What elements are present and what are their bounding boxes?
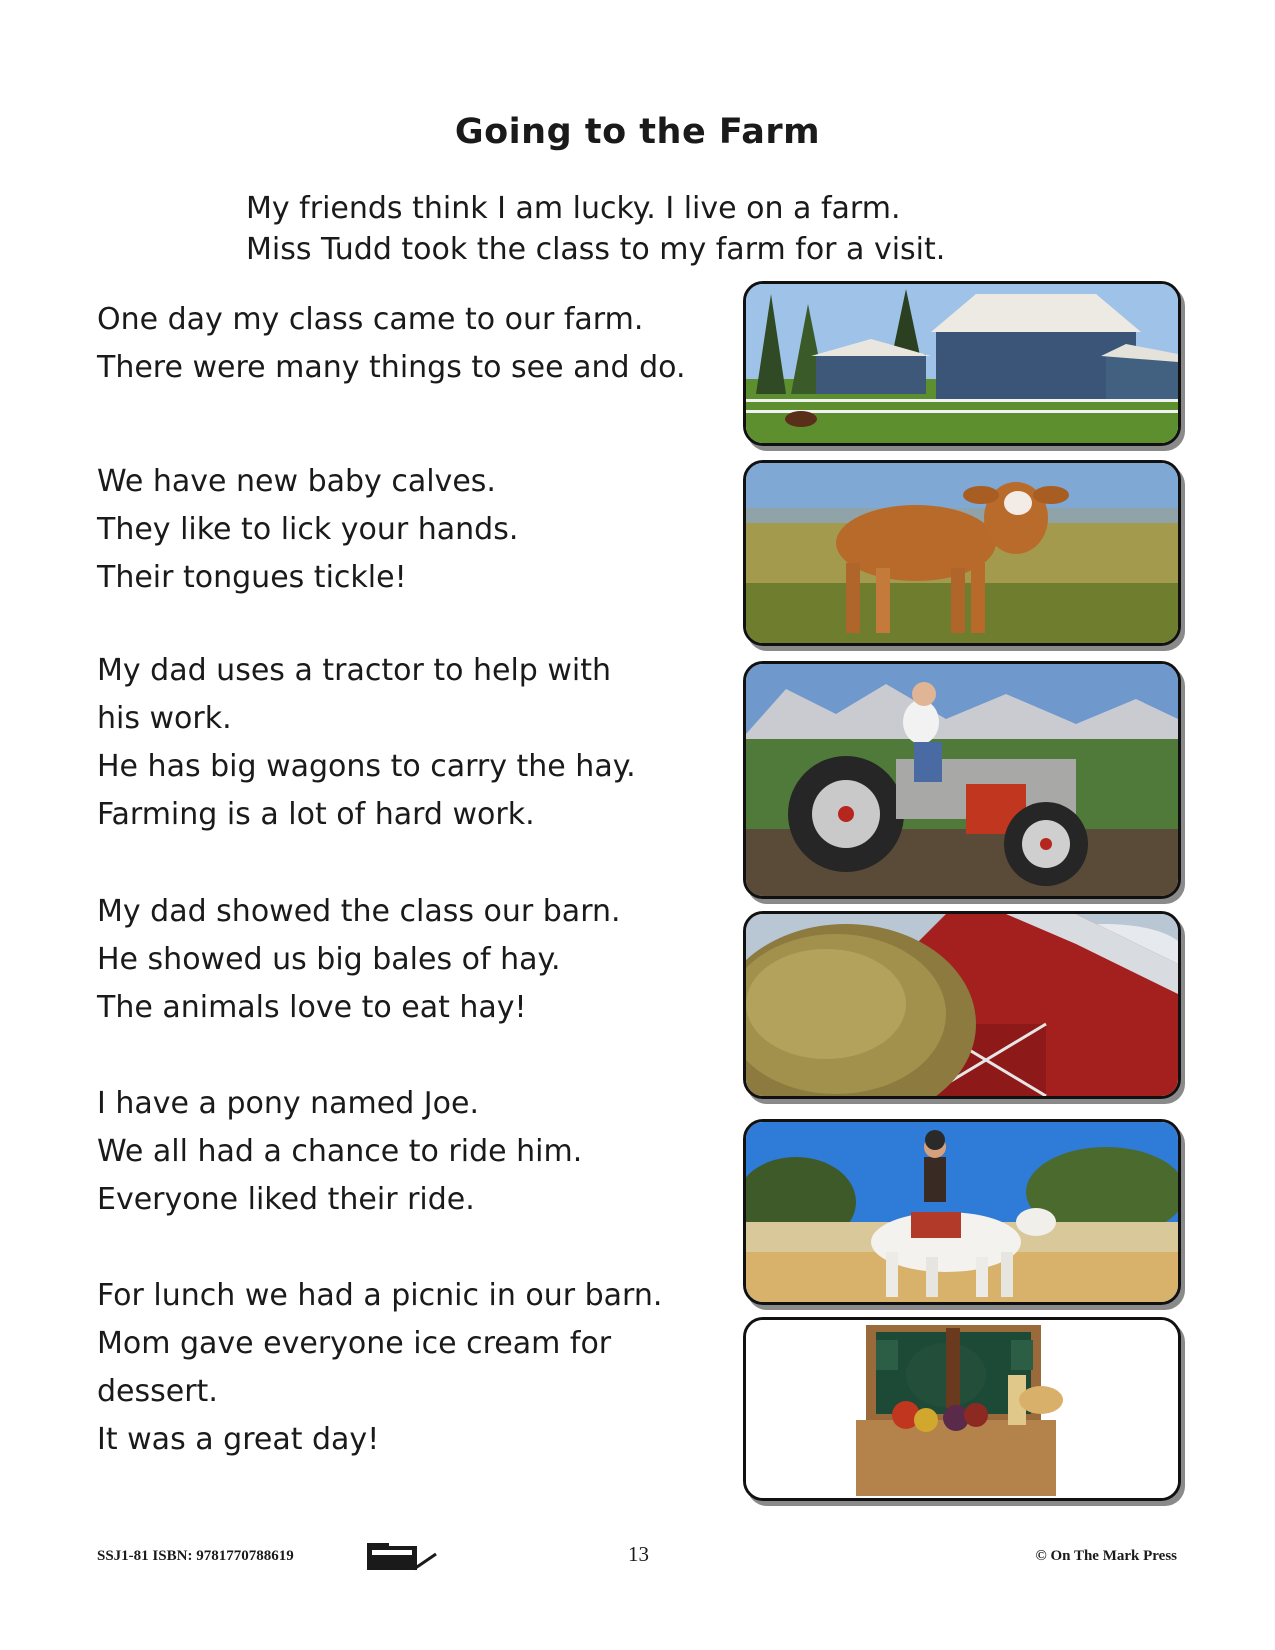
paragraph-line: He showed us big bales of hay.: [97, 942, 561, 977]
tractor-photo: [743, 661, 1181, 899]
paragraph-line: Everyone liked their ride.: [97, 1182, 475, 1217]
footer-copyright: © On The Mark Press: [1035, 1548, 1177, 1564]
picnic-basket-photo: [743, 1317, 1181, 1501]
paragraph-calves: [97, 458, 518, 602]
intro-text: [246, 188, 945, 270]
paragraph-line: We all had a chance to ride him.: [97, 1134, 583, 1169]
intro-line: My friends think I am lucky. I live on a farm.: [246, 191, 901, 226]
calf-photo: [743, 460, 1181, 646]
publisher-logo-icon: [366, 1542, 438, 1572]
paragraph-barn: [97, 888, 621, 1032]
paragraph-line: I have a pony named Joe.: [97, 1086, 480, 1121]
paragraph-tractor: [97, 647, 636, 839]
paragraph-line: dessert.: [97, 1374, 218, 1409]
paragraph-line: My dad showed the class our barn.: [97, 894, 621, 929]
paragraph-picnic: [97, 1272, 662, 1464]
hay-barn-photo: [743, 911, 1181, 1099]
footer-isbn: SSJ1-81 ISBN: 9781770788619: [97, 1548, 294, 1564]
paragraph-line: They like to lick your hands.: [97, 512, 519, 547]
paragraph-line: My dad uses a tractor to help with: [97, 653, 612, 688]
paragraph-pony: [97, 1080, 582, 1224]
paragraph-line: For lunch we had a picnic in our barn.: [97, 1278, 663, 1313]
paragraph-line: He has big wagons to carry the hay.: [97, 749, 636, 784]
farm-barn-photo: [743, 281, 1181, 446]
paragraph-line: It was a great day!: [97, 1422, 380, 1457]
paragraph-line: Their tongues tickle!: [97, 560, 407, 595]
page-number: 13: [628, 1542, 649, 1566]
paragraph-line: The animals love to eat hay!: [97, 990, 527, 1025]
paragraph-farm-visit: [97, 296, 686, 392]
paragraph-line: There were many things to see and do.: [97, 350, 686, 385]
intro-line: Miss Tudd took the class to my farm for a visit.: [246, 232, 946, 267]
paragraph-line: Mom gave everyone ice cream for: [97, 1326, 612, 1361]
paragraph-line: One day my class came to our farm.: [97, 302, 644, 337]
paragraph-line: his work.: [97, 701, 232, 736]
paragraph-line: We have new baby calves.: [97, 464, 496, 499]
paragraph-line: Farming is a lot of hard work.: [97, 797, 535, 832]
page-title: Going to the Farm: [454, 112, 821, 152]
pony-rider-photo: [743, 1119, 1181, 1305]
